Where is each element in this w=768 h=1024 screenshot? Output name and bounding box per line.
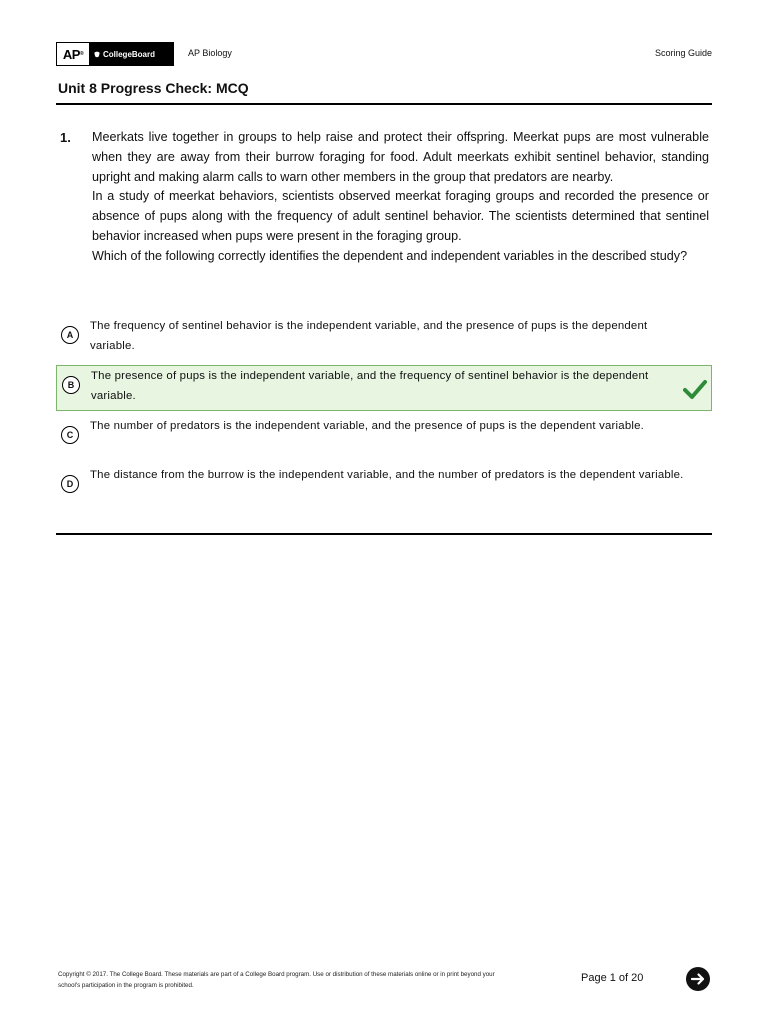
answer-choice-d[interactable] <box>56 465 712 511</box>
acorn-icon <box>93 50 101 58</box>
page-number: Page 1 of 20 <box>581 972 644 984</box>
choice-letter-badge: B <box>62 376 80 394</box>
question-stem <box>92 128 709 267</box>
choice-text: The presence of pups is the independent variable, and the frequency of sentinel behavior is the dependent variable. <box>91 370 649 402</box>
stem-paragraph: In a study of meerkat behaviors, scientists observed meerkat foraging groups and recorded the presence or absence of pups along with the frequency of adult sentinel behavior. The scientists determined that sentinel behavior increased when pups were present in the foraging group. <box>92 189 709 243</box>
choice-letter-badge: A <box>61 326 79 344</box>
page-header <box>56 42 712 64</box>
question-number: 1. <box>60 130 71 145</box>
next-page-button[interactable] <box>686 967 710 991</box>
stem-paragraph: Meerkats live together in groups to help raise and protect their offspring. Meerkat pups are most vulnerable when they are away from their burrow foraging for food. Adult meerkats exhibit sentinel behavior, standing upright and making alarm calls to warn other members in the group that predators are nearby. <box>92 130 709 184</box>
page-title: Unit 8 Progress Check: MCQ <box>58 80 249 96</box>
check-icon <box>683 378 707 400</box>
ap-logo-mark: AP ® <box>57 43 89 65</box>
choice-text: The frequency of sentinel behavior is the independent variable, and the presence of pups is the dependent variable. <box>90 320 648 352</box>
answer-choice-b[interactable] <box>56 365 712 411</box>
choice-letter-badge: C <box>61 426 79 444</box>
collegeboard-wordmark: CollegeBoard <box>89 43 173 65</box>
copyright-notice: Copyright © 2017. The College Board. These materials are part of a College Board program. Use or distribution of these materials online or in print beyond your school's participation in the program is prohibited. <box>58 971 495 989</box>
top-divider <box>56 103 712 105</box>
answer-choice-a[interactable] <box>56 316 712 362</box>
arrow-right-circle-icon <box>690 971 706 987</box>
choice-letter-badge: D <box>61 475 79 493</box>
bottom-divider <box>56 533 712 535</box>
answer-choice-c[interactable] <box>56 416 712 462</box>
ap-collegeboard-logo <box>56 42 174 66</box>
scoring-guide-label: Scoring Guide <box>654 48 712 58</box>
choice-text: The number of predators is the independent variable, and the presence of pups is the dependent variable. <box>90 420 644 432</box>
stem-paragraph: Which of the following correctly identifies the dependent and independent variables in the described study? <box>92 248 688 263</box>
choice-text: The distance from the burrow is the independent variable, and the number of predators is the dependent variable. <box>90 469 684 481</box>
subject-label: AP Biology <box>188 48 232 58</box>
